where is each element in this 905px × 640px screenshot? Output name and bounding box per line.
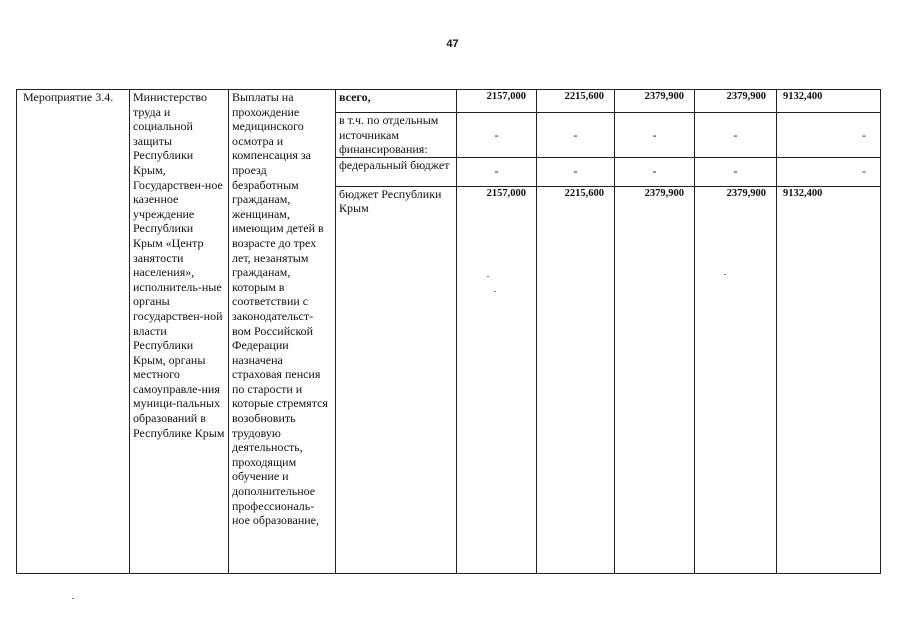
value-cell: - — [615, 113, 695, 158]
source-cell: всего, — [336, 90, 457, 113]
scan-speck — [72, 598, 74, 599]
value-cell: 2379,900 — [615, 90, 695, 113]
value-cell: 2379,900 — [695, 186, 777, 573]
scan-speck — [724, 274, 726, 275]
source-cell: федеральный бюджет — [336, 157, 457, 186]
total-cell: - — [777, 113, 881, 158]
source-cell: бюджет Республики Крым — [336, 186, 457, 573]
value-cell: 2379,900 — [615, 186, 695, 573]
total-cell: 9132,400 — [777, 186, 881, 573]
value-cell: - — [457, 113, 537, 158]
value-cell: - — [695, 113, 777, 158]
total-cell: - — [777, 157, 881, 186]
value-cell: 2379,900 — [695, 90, 777, 113]
value-cell: 2215,600 — [537, 186, 615, 573]
value-cell: - — [615, 157, 695, 186]
source-cell: в т.ч. по отдельным источникам финансирования: — [336, 113, 457, 158]
event-cell: Мероприятие 3.4. — [17, 90, 130, 574]
scan-speck — [494, 291, 496, 292]
total-cell: 9132,400 — [777, 90, 881, 113]
executors-cell: Министерство труда и социальной защиты Республики Крым, Государствен-ное казенное учреждение Республики Крым «Центр занятости населения», исполнитель-ные органы государствен-ной власти Республики Крым, органы местного самоуправле-ния муници-пальных образований в Республике Крым — [130, 90, 229, 574]
scan-speck — [487, 276, 489, 277]
budget-table — [16, 89, 881, 574]
value-cell: - — [537, 113, 615, 158]
table-row — [17, 90, 881, 113]
value-cell: - — [457, 157, 537, 186]
page-number: 47 — [446, 38, 459, 50]
value-cell: - — [537, 157, 615, 186]
value-cell: 2215,600 — [537, 90, 615, 113]
value-cell: 2157,000 — [457, 90, 537, 113]
value-cell: - — [695, 157, 777, 186]
description-cell: Выплаты на прохождение медицинского осмотра и компенсация за проезд безработным гражданам, женщинам, имеющим детей в возрасте до трех лет, незанятым гражданам, которым в соответствии с законодательст-вом Российской Федерации назначена страховая пенсия по старости и которые стремятся возобновить трудовую деятельность, проходящим обучение и дополнительное профессиональ-ное образование, — [229, 90, 336, 574]
value-cell: 2157,000 — [457, 186, 537, 573]
